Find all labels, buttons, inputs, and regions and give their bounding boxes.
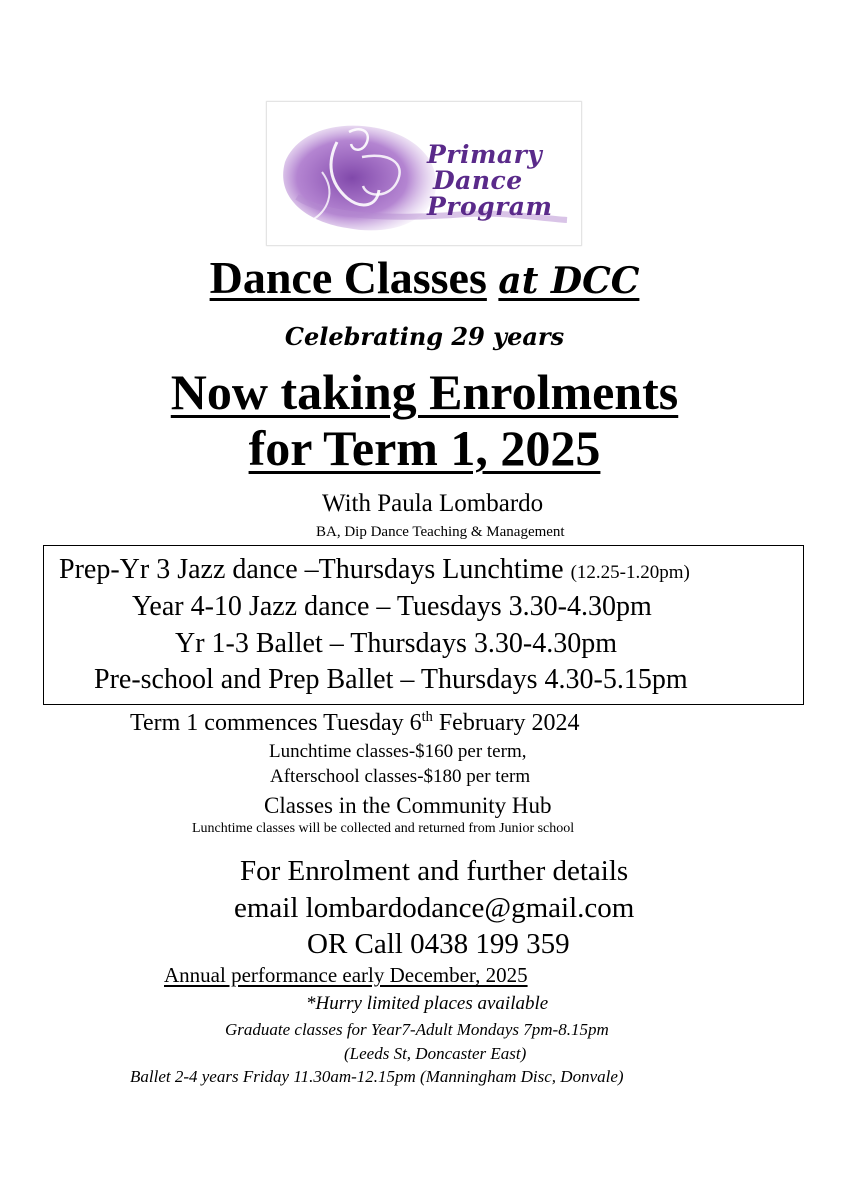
term-start-text: Term 1 commences Tuesday 6 xyxy=(130,710,422,736)
subtitle: Celebrating 29 years xyxy=(284,322,565,351)
fee-afterschool: Afterschool classes-$180 per term xyxy=(270,766,531,787)
title-main: Dance Classes xyxy=(209,252,487,303)
schedule-item-text: Year 4-10 Jazz dance – Tuesdays 3.30-4.30pm xyxy=(132,591,652,622)
page-title xyxy=(0,250,849,309)
teacher-credentials: BA, Dip Dance Teaching & Management xyxy=(316,524,565,540)
schedule-item-note: (12.25-1.20pm) xyxy=(570,562,690,583)
class-schedule-box xyxy=(43,545,804,705)
schedule-item-text: Yr 1-3 Ballet – Thursdays 3.30-4.30pm xyxy=(175,628,617,659)
fee-lunchtime: Lunchtime classes-$160 per term, xyxy=(269,741,527,762)
venue: Classes in the Community Hub xyxy=(264,793,552,818)
enrolment-line-2: for Term 1, 2025 xyxy=(248,420,601,476)
ballet-young-classes: Ballet 2-4 years Friday 11.30am-12.15pm (Manningham Disc, Donvale) xyxy=(130,1067,624,1086)
collection-note: Lunchtime classes will be collected and returned from Junior school xyxy=(192,821,575,836)
contact-email[interactable]: email lombardodance@gmail.com xyxy=(234,892,635,924)
logo-text-line: Primary xyxy=(427,140,543,169)
schedule-item-text: Prep-Yr 3 Jazz dance –Thursdays Lunchtime xyxy=(59,554,564,585)
schedule-item xyxy=(94,663,688,697)
graduate-classes: Graduate classes for Year7-Adult Mondays 7pm-8.15pm xyxy=(225,1020,609,1039)
term-start xyxy=(130,708,579,738)
hurry-note: *Hurry limited places available xyxy=(306,993,549,1014)
primary-dance-program-logo xyxy=(266,101,582,246)
dancer-watercolor-icon xyxy=(267,102,581,245)
contact-heading: For Enrolment and further details xyxy=(240,855,629,887)
annual-performance xyxy=(164,963,528,987)
contact-phone[interactable]: OR Call 0438 199 359 xyxy=(307,928,570,960)
logo-text-line: Program xyxy=(427,192,553,221)
term-start-date: February 2024 xyxy=(432,710,580,736)
title-script: at DCC xyxy=(498,260,640,302)
enrolment-headline xyxy=(0,362,849,422)
schedule-item xyxy=(175,627,617,661)
teacher-name: With Paula Lombardo xyxy=(322,490,544,517)
graduate-location: (Leeds St, Doncaster East) xyxy=(344,1044,527,1063)
enrolment-headline xyxy=(0,418,849,478)
schedule-item xyxy=(59,553,690,590)
schedule-item-text: Pre-school and Prep Ballet – Thursdays 4.30-5.15pm xyxy=(94,664,688,695)
schedule-item xyxy=(132,590,652,624)
annual-performance-text: Annual performance early December, 2025 xyxy=(164,963,528,987)
enrolment-line-1: Now taking Enrolments xyxy=(170,364,679,420)
logo-text-line: Dance xyxy=(433,166,523,195)
term-start-sup: th xyxy=(421,709,433,725)
